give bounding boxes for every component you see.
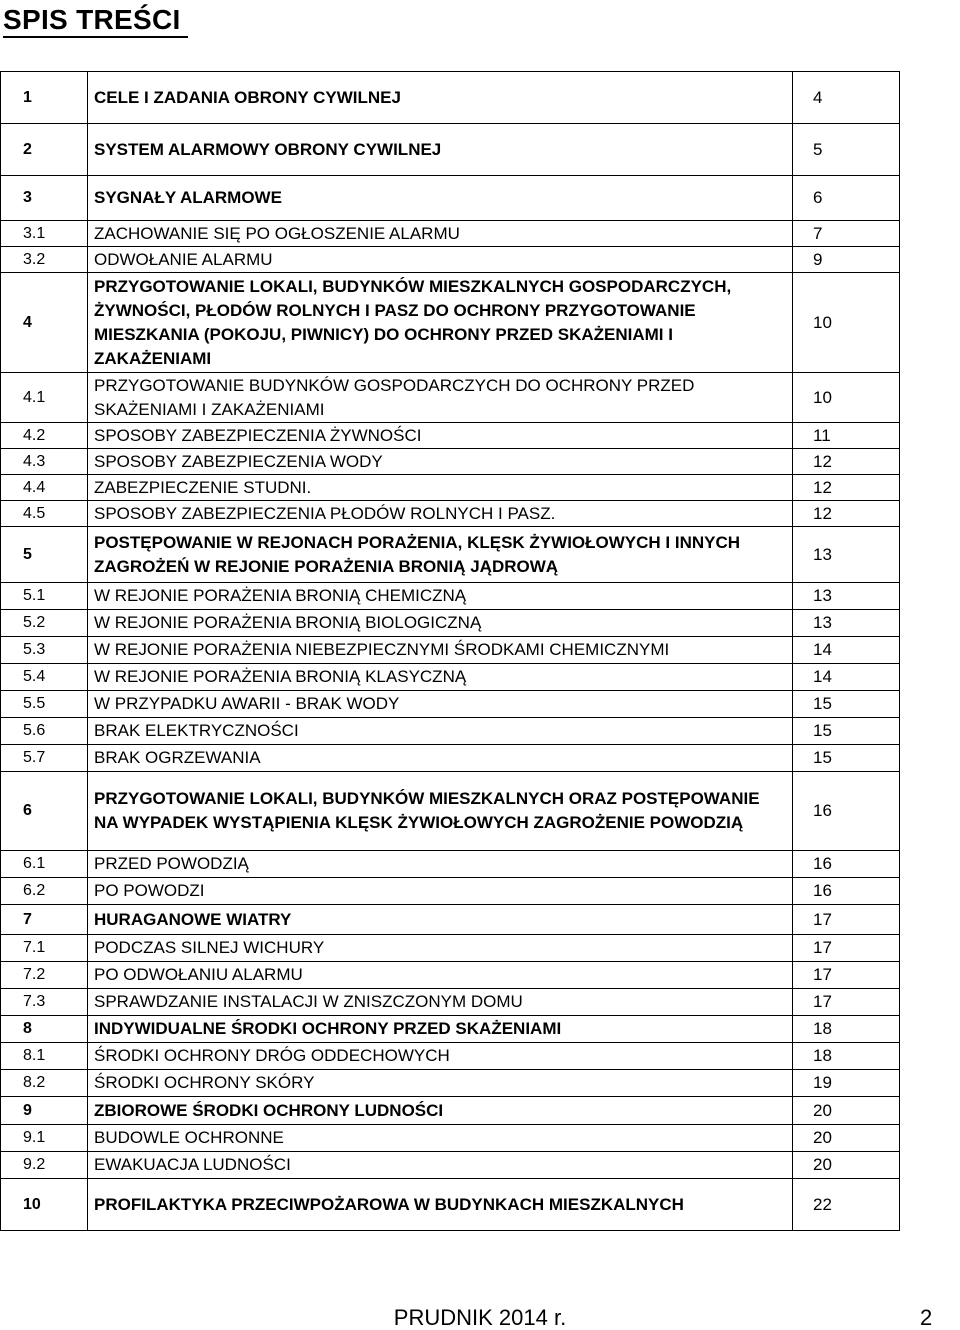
toc-row: [1, 72, 900, 124]
toc-page-number: 17: [793, 935, 900, 962]
toc-section-number: 5.4: [1, 664, 88, 691]
toc-section-title: HURAGANOWE WIATRY: [88, 905, 793, 935]
toc-row: [1, 1016, 900, 1043]
toc-page-number: 13: [793, 610, 900, 637]
toc-page-number: 13: [793, 583, 900, 610]
toc-page-number: 16: [793, 851, 900, 878]
toc-section-title: W REJONIE PORAŻENIA BRONIĄ CHEMICZNĄ: [88, 583, 793, 610]
toc-page-number: 7: [793, 221, 900, 247]
toc-row: [1, 935, 900, 962]
toc-section-title: POSTĘPOWANIE W REJONACH PORAŻENIA, KLĘSK ŻYWIOŁOWYCH I INNYCH ZAGROŻEŃ W REJONIE PORAŻENIA BRONIĄ JĄDROWĄ: [88, 527, 793, 583]
toc-page-number: 17: [793, 962, 900, 989]
toc-section-title: BUDOWLE OCHRONNE: [88, 1125, 793, 1152]
toc-row: [1, 176, 900, 221]
toc-section-title: BRAK OGRZEWANIA: [88, 745, 793, 772]
toc-section-number: 7: [1, 905, 88, 935]
toc-page-number: 6: [793, 176, 900, 221]
toc-page-number: 18: [793, 1016, 900, 1043]
toc-section-number: 5.5: [1, 691, 88, 718]
toc-section-title: ŚRODKI OCHRONY DRÓG ODDECHOWYCH: [88, 1043, 793, 1070]
toc-section-title: ZBIOROWE ŚRODKI OCHRONY LUDNOŚCI: [88, 1097, 793, 1125]
toc-section-number: 5.1: [1, 583, 88, 610]
toc-section-title: W PRZYPADKU AWARII - BRAK WODY: [88, 691, 793, 718]
toc-section-number: 5.7: [1, 745, 88, 772]
toc-section-number: 3.2: [1, 247, 88, 273]
toc-section-number: 3.1: [1, 221, 88, 247]
toc-row: [1, 273, 900, 373]
toc-page-number: 18: [793, 1043, 900, 1070]
toc-section-number: 5: [1, 527, 88, 583]
toc-section-number: 5.2: [1, 610, 88, 637]
toc-page-number: 13: [793, 527, 900, 583]
toc-section-title: ZACHOWANIE SIĘ PO OGŁOSZENIE ALARMU: [88, 221, 793, 247]
page-title: SPIS TREŚCI: [3, 4, 181, 35]
table-of-contents: [0, 71, 900, 1231]
toc-section-title: SYGNAŁY ALARMOWE: [88, 176, 793, 221]
toc-row: [1, 1043, 900, 1070]
toc-row: [1, 745, 900, 772]
toc-row: [1, 501, 900, 527]
toc-section-title: ODWOŁANIE ALARMU: [88, 247, 793, 273]
toc-section-title: BRAK ELEKTRYCZNOŚCI: [88, 718, 793, 745]
toc-row: [1, 962, 900, 989]
toc-section-title: SPOSOBY ZABEZPIECZENIA ŻYWNOŚCI: [88, 423, 793, 449]
toc-page-number: 4: [793, 72, 900, 124]
toc-section-number: 8.1: [1, 1043, 88, 1070]
toc-page-number: 10: [793, 273, 900, 373]
toc-page-number: 20: [793, 1125, 900, 1152]
toc-row: [1, 878, 900, 905]
toc-section-title: CELE I ZADANIA OBRONY CYWILNEJ: [88, 72, 793, 124]
toc-row: [1, 221, 900, 247]
toc-row: [1, 527, 900, 583]
footer-place: PRUDNIK 2014 r.: [393, 1305, 567, 1330]
toc-page-number: 11: [793, 423, 900, 449]
toc-section-title: W REJONIE PORAŻENIA BRONIĄ BIOLOGICZNĄ: [88, 610, 793, 637]
toc-row: [1, 1179, 900, 1231]
toc-page-number: 17: [793, 905, 900, 935]
toc-row: [1, 373, 900, 423]
toc-section-number: 5.3: [1, 637, 88, 664]
toc-row: [1, 905, 900, 935]
toc-row: [1, 637, 900, 664]
toc-page-number: 17: [793, 989, 900, 1016]
toc-page-number: 15: [793, 691, 900, 718]
toc-section-title: ŚRODKI OCHRONY SKÓRY: [88, 1070, 793, 1097]
toc-page-number: 12: [793, 501, 900, 527]
toc-section-number: 6.1: [1, 851, 88, 878]
toc-page-number: 14: [793, 664, 900, 691]
toc-row: [1, 718, 900, 745]
toc-section-title: EWAKUACJA LUDNOŚCI: [88, 1152, 793, 1179]
toc-section-title: W REJONIE PORAŻENIA BRONIĄ KLASYCZNĄ: [88, 664, 793, 691]
toc-section-title: PO ODWOŁANIU ALARMU: [88, 962, 793, 989]
toc-page-number: 15: [793, 745, 900, 772]
toc-row: [1, 475, 900, 501]
toc-page-number: 14: [793, 637, 900, 664]
toc-section-title: PODCZAS SILNEJ WICHURY: [88, 935, 793, 962]
toc-row: [1, 691, 900, 718]
toc-section-title: SYSTEM ALARMOWY OBRONY CYWILNEJ: [88, 124, 793, 176]
toc-row: [1, 1070, 900, 1097]
toc-section-title: PRZYGOTOWANIE LOKALI, BUDYNKÓW MIESZKALNYCH ORAZ POSTĘPOWANIE NA WYPADEK WYSTĄPIENIA KLĘSK ŻYWIOŁOWYCH ZAGROŻENIE POWODZIĄ: [88, 772, 793, 851]
toc-page-number: 16: [793, 878, 900, 905]
toc-section-number: 3: [1, 176, 88, 221]
toc-section-title: ZABEZPIECZENIE STUDNI.: [88, 475, 793, 501]
toc-section-number: 4: [1, 273, 88, 373]
toc-row: [1, 664, 900, 691]
toc-section-number: 4.5: [1, 501, 88, 527]
toc-row: [1, 449, 900, 475]
toc-section-number: 9.2: [1, 1152, 88, 1179]
toc-section-title: W REJONIE PORAŻENIA NIEBEZPIECZNYMI ŚRODKAMI CHEMICZNYMI: [88, 637, 793, 664]
toc-page-number: 12: [793, 475, 900, 501]
toc-row: [1, 247, 900, 273]
toc-section-title: PRZED POWODZIĄ: [88, 851, 793, 878]
toc-section-number: 6.2: [1, 878, 88, 905]
toc-section-number: 8: [1, 1016, 88, 1043]
toc-section-number: 4.1: [1, 373, 88, 423]
toc-row: [1, 1152, 900, 1179]
footer-page-number: 2: [920, 1305, 933, 1330]
toc-row: [1, 989, 900, 1016]
toc-section-title: PRZYGOTOWANIE LOKALI, BUDYNKÓW MIESZKALNYCH GOSPODARCZYCH, ŻYWNOŚCI, PŁODÓW ROLNYCH I PASZ DO OCHRONY PRZYGOTOWANIE MIESZKANIA (POKOJU, PIWNICY) DO OCHRONY PRZED SKAŻENIAMI I ZAKAŻENIAMI: [88, 273, 793, 373]
toc-row: [1, 1125, 900, 1152]
toc-section-number: 4.4: [1, 475, 88, 501]
toc-section-number: 9.1: [1, 1125, 88, 1152]
toc-page-number: 5: [793, 124, 900, 176]
toc-row: [1, 772, 900, 851]
toc-row: [1, 851, 900, 878]
toc-row: [1, 124, 900, 176]
toc-section-number: 1: [1, 72, 88, 124]
toc-section-number: 8.2: [1, 1070, 88, 1097]
toc-section-number: 4.3: [1, 449, 88, 475]
toc-section-number: 7.2: [1, 962, 88, 989]
toc-section-title: INDYWIDUALNE ŚRODKI OCHRONY PRZED SKAŻENIAMI: [88, 1016, 793, 1043]
toc-row: [1, 1097, 900, 1125]
toc-section-title: PO POWODZI: [88, 878, 793, 905]
toc-section-number: 4.2: [1, 423, 88, 449]
toc-section-title: PROFILAKTYKA PRZECIWPOŻAROWA W BUDYNKACH MIESZKALNYCH: [88, 1179, 793, 1231]
toc-page-number: 22: [793, 1179, 900, 1231]
toc-page-number: 9: [793, 247, 900, 273]
toc-section-number: 6: [1, 772, 88, 851]
title-underline: [3, 36, 188, 38]
toc-section-number: 10: [1, 1179, 88, 1231]
toc-section-title: PRZYGOTOWANIE BUDYNKÓW GOSPODARCZYCH DO OCHRONY PRZED SKAŻENIAMI I ZAKAŻENIAMI: [88, 373, 793, 423]
toc-section-number: 9: [1, 1097, 88, 1125]
toc-page-number: 19: [793, 1070, 900, 1097]
toc-section-title: SPOSOBY ZABEZPIECZENIA WODY: [88, 449, 793, 475]
toc-section-number: 7.1: [1, 935, 88, 962]
toc-row: [1, 583, 900, 610]
toc-section-number: 7.3: [1, 989, 88, 1016]
toc-page-number: 20: [793, 1152, 900, 1179]
toc-section-number: 5.6: [1, 718, 88, 745]
toc-page-number: 20: [793, 1097, 900, 1125]
toc-row: [1, 610, 900, 637]
toc-section-number: 2: [1, 124, 88, 176]
toc-row: [1, 423, 900, 449]
toc-page-number: 12: [793, 449, 900, 475]
toc-body: [1, 72, 900, 1231]
toc-page-number: 16: [793, 772, 900, 851]
toc-section-title: SPOSOBY ZABEZPIECZENIA PŁODÓW ROLNYCH I PASZ.: [88, 501, 793, 527]
toc-section-title: SPRAWDZANIE INSTALACJI W ZNISZCZONYM DOMU: [88, 989, 793, 1016]
toc-page-number: 10: [793, 373, 900, 423]
toc-page-number: 15: [793, 718, 900, 745]
